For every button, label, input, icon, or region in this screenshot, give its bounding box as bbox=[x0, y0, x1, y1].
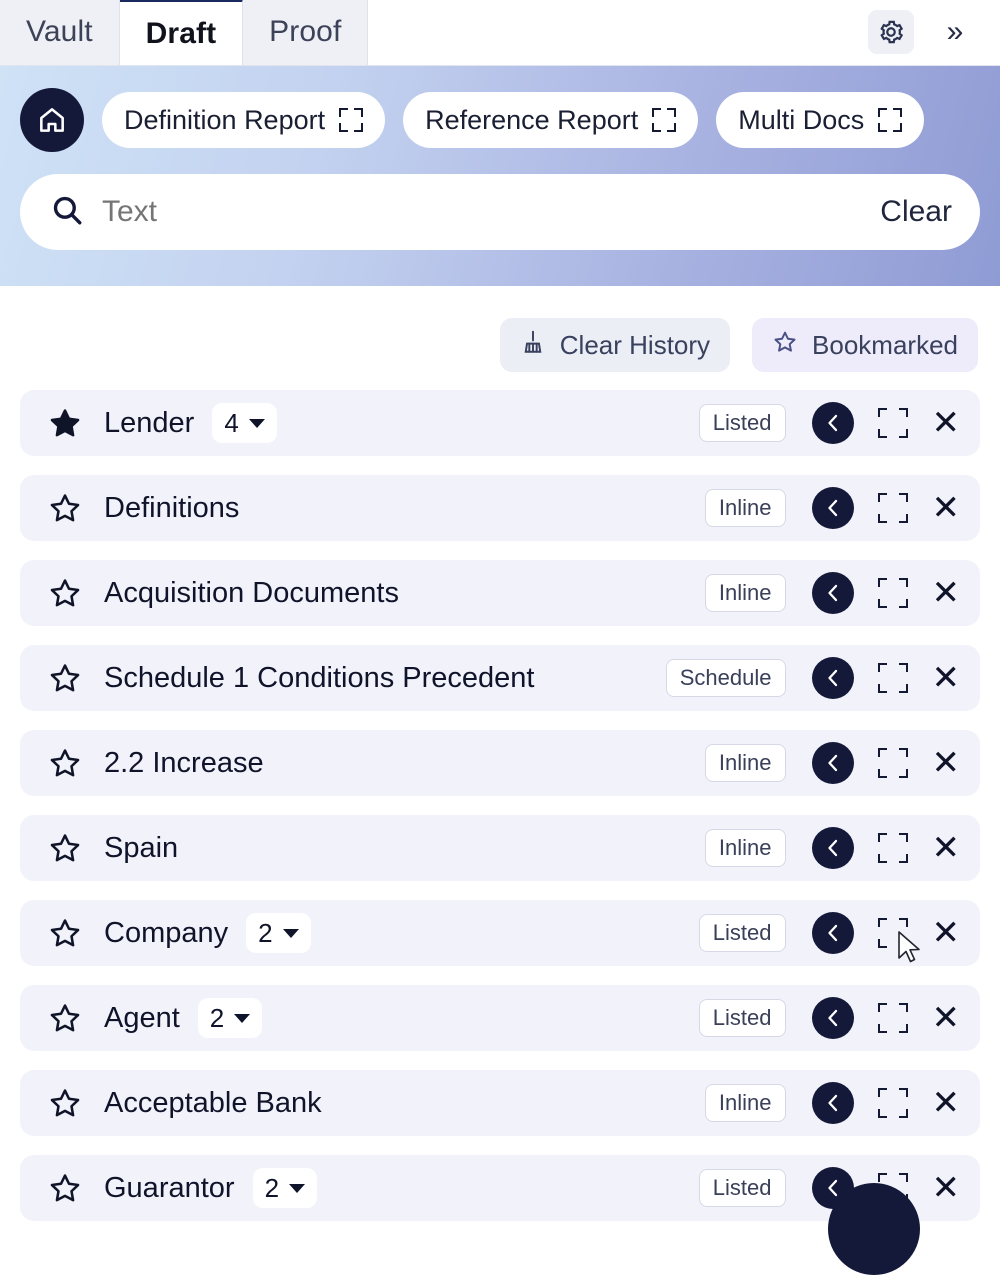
broom-icon bbox=[520, 329, 546, 362]
status-badge: Listed bbox=[699, 404, 786, 442]
chip-label: Reference Report bbox=[425, 105, 638, 136]
star-outline-icon[interactable] bbox=[48, 576, 82, 610]
chevron-down-icon bbox=[249, 419, 265, 428]
close-icon[interactable]: ✕ bbox=[932, 1086, 961, 1120]
row-actions bbox=[812, 912, 961, 954]
status-badge: Inline bbox=[705, 1084, 786, 1122]
back-arrow-icon[interactable] bbox=[812, 742, 854, 784]
status-badge: Inline bbox=[705, 574, 786, 612]
close-icon[interactable]: ✕ bbox=[932, 491, 961, 525]
back-arrow-icon[interactable] bbox=[812, 402, 854, 444]
table-row[interactable] bbox=[20, 900, 980, 966]
bookmarked-button[interactable] bbox=[752, 318, 978, 372]
row-label: Spain bbox=[104, 832, 178, 865]
back-arrow-icon[interactable] bbox=[812, 912, 854, 954]
back-arrow-icon[interactable] bbox=[812, 572, 854, 614]
star-outline-icon[interactable] bbox=[48, 916, 82, 950]
close-icon[interactable]: ✕ bbox=[932, 831, 961, 865]
star-outline-icon bbox=[772, 329, 798, 362]
expand-icon[interactable] bbox=[878, 663, 908, 693]
clear-search-button[interactable]: Clear bbox=[880, 195, 952, 229]
clear-history-label: Clear History bbox=[560, 330, 710, 361]
back-arrow-icon[interactable] bbox=[812, 997, 854, 1039]
row-actions bbox=[812, 402, 961, 444]
expand-icon[interactable] bbox=[878, 918, 908, 948]
search-icon bbox=[50, 193, 84, 232]
row-actions bbox=[812, 1082, 961, 1124]
tab-proof[interactable]: Proof bbox=[243, 0, 368, 65]
expand-icon[interactable] bbox=[878, 578, 908, 608]
row-actions bbox=[812, 487, 961, 529]
row-count-value: 2 bbox=[265, 1173, 279, 1204]
expand-icon[interactable] bbox=[878, 1003, 908, 1033]
star-outline-icon[interactable] bbox=[48, 491, 82, 525]
back-arrow-icon[interactable] bbox=[812, 1082, 854, 1124]
row-actions bbox=[812, 997, 961, 1039]
table-row[interactable] bbox=[20, 560, 980, 626]
status-badge: Inline bbox=[705, 829, 786, 867]
status-badge: Listed bbox=[699, 914, 786, 952]
row-count-dropdown[interactable] bbox=[212, 403, 276, 443]
close-icon[interactable]: ✕ bbox=[932, 746, 961, 780]
table-row[interactable] bbox=[20, 390, 980, 456]
expand-icon[interactable] bbox=[652, 108, 676, 132]
star-outline-icon[interactable] bbox=[48, 831, 82, 865]
table-row[interactable] bbox=[20, 1070, 980, 1136]
row-label: Definitions bbox=[104, 492, 239, 525]
row-count-value: 4 bbox=[224, 408, 238, 439]
report-chip-row bbox=[20, 88, 980, 152]
header-panel bbox=[0, 66, 1000, 286]
star-outline-icon[interactable] bbox=[48, 746, 82, 780]
definition-list bbox=[0, 390, 1000, 1221]
row-label: Acquisition Documents bbox=[104, 577, 399, 610]
star-outline-icon[interactable] bbox=[48, 1001, 82, 1035]
tab-draft[interactable]: Draft bbox=[120, 0, 244, 65]
tab-bar-actions bbox=[868, 0, 1000, 65]
status-badge: Inline bbox=[705, 489, 786, 527]
chevron-down-icon bbox=[234, 1014, 250, 1023]
expand-icon[interactable] bbox=[878, 748, 908, 778]
row-label: Acceptable Bank bbox=[104, 1087, 322, 1120]
chevron-double-right-icon[interactable] bbox=[932, 10, 978, 54]
table-row[interactable] bbox=[20, 985, 980, 1051]
table-row[interactable] bbox=[20, 475, 980, 541]
home-icon[interactable] bbox=[20, 88, 84, 152]
row-label: Schedule 1 Conditions Precedent bbox=[104, 662, 534, 695]
row-count-dropdown[interactable] bbox=[198, 998, 262, 1038]
search-bar[interactable] bbox=[20, 174, 980, 250]
star-outline-icon[interactable] bbox=[48, 1171, 82, 1205]
expand-icon[interactable] bbox=[878, 1088, 908, 1118]
status-badge: Inline bbox=[705, 744, 786, 782]
row-actions bbox=[812, 827, 961, 869]
chevron-down-icon bbox=[289, 1184, 305, 1193]
back-arrow-icon[interactable] bbox=[812, 487, 854, 529]
close-icon[interactable]: ✕ bbox=[932, 576, 961, 610]
overflow-label: » bbox=[947, 17, 964, 47]
close-icon[interactable]: ✕ bbox=[932, 916, 961, 950]
row-label: Agent bbox=[104, 1002, 180, 1035]
clear-history-button[interactable] bbox=[500, 318, 730, 372]
tab-vault[interactable]: Vault bbox=[0, 0, 120, 65]
chip-label: Definition Report bbox=[124, 105, 325, 136]
star-outline-icon[interactable] bbox=[48, 661, 82, 695]
chip-label: Multi Docs bbox=[738, 105, 864, 136]
chip-reference-report[interactable] bbox=[403, 92, 698, 148]
close-icon[interactable]: ✕ bbox=[932, 661, 961, 695]
row-count-dropdown[interactable] bbox=[246, 913, 310, 953]
row-label: 2.2 Increase bbox=[104, 747, 264, 780]
chip-multi-docs[interactable] bbox=[716, 92, 924, 148]
row-count-value: 2 bbox=[258, 918, 272, 949]
table-row[interactable] bbox=[20, 815, 980, 881]
status-badge: Schedule bbox=[666, 659, 786, 697]
back-arrow-icon[interactable] bbox=[812, 657, 854, 699]
star-outline-icon[interactable] bbox=[48, 1086, 82, 1120]
expand-icon[interactable] bbox=[878, 108, 902, 132]
close-icon[interactable]: ✕ bbox=[932, 1001, 961, 1035]
status-badge: Listed bbox=[699, 1169, 786, 1207]
close-icon[interactable]: ✕ bbox=[932, 1171, 961, 1205]
top-tab-bar bbox=[0, 0, 1000, 66]
expand-icon[interactable] bbox=[878, 833, 908, 863]
row-label: Guarantor bbox=[104, 1172, 235, 1205]
row-count-value: 2 bbox=[210, 1003, 224, 1034]
status-badge: Listed bbox=[699, 999, 786, 1037]
row-label: Company bbox=[104, 917, 228, 950]
table-row[interactable] bbox=[20, 645, 980, 711]
back-arrow-icon[interactable] bbox=[812, 827, 854, 869]
row-count-dropdown[interactable] bbox=[253, 1168, 317, 1208]
chip-definition-report[interactable] bbox=[102, 92, 385, 148]
expand-icon[interactable] bbox=[878, 408, 908, 438]
floating-action-blob[interactable] bbox=[828, 1183, 920, 1275]
row-actions bbox=[812, 657, 961, 699]
table-row[interactable] bbox=[20, 730, 980, 796]
row-label: Lender bbox=[104, 407, 194, 440]
gear-icon[interactable] bbox=[868, 10, 914, 54]
expand-icon[interactable] bbox=[339, 108, 363, 132]
expand-icon[interactable] bbox=[878, 493, 908, 523]
close-icon[interactable]: ✕ bbox=[932, 406, 961, 440]
search-input[interactable] bbox=[102, 195, 862, 229]
chevron-down-icon bbox=[283, 929, 299, 938]
action-row bbox=[0, 286, 1000, 390]
star-filled-icon[interactable] bbox=[48, 406, 82, 440]
bookmarked-label: Bookmarked bbox=[812, 330, 958, 361]
row-actions bbox=[812, 572, 961, 614]
row-actions bbox=[812, 742, 961, 784]
